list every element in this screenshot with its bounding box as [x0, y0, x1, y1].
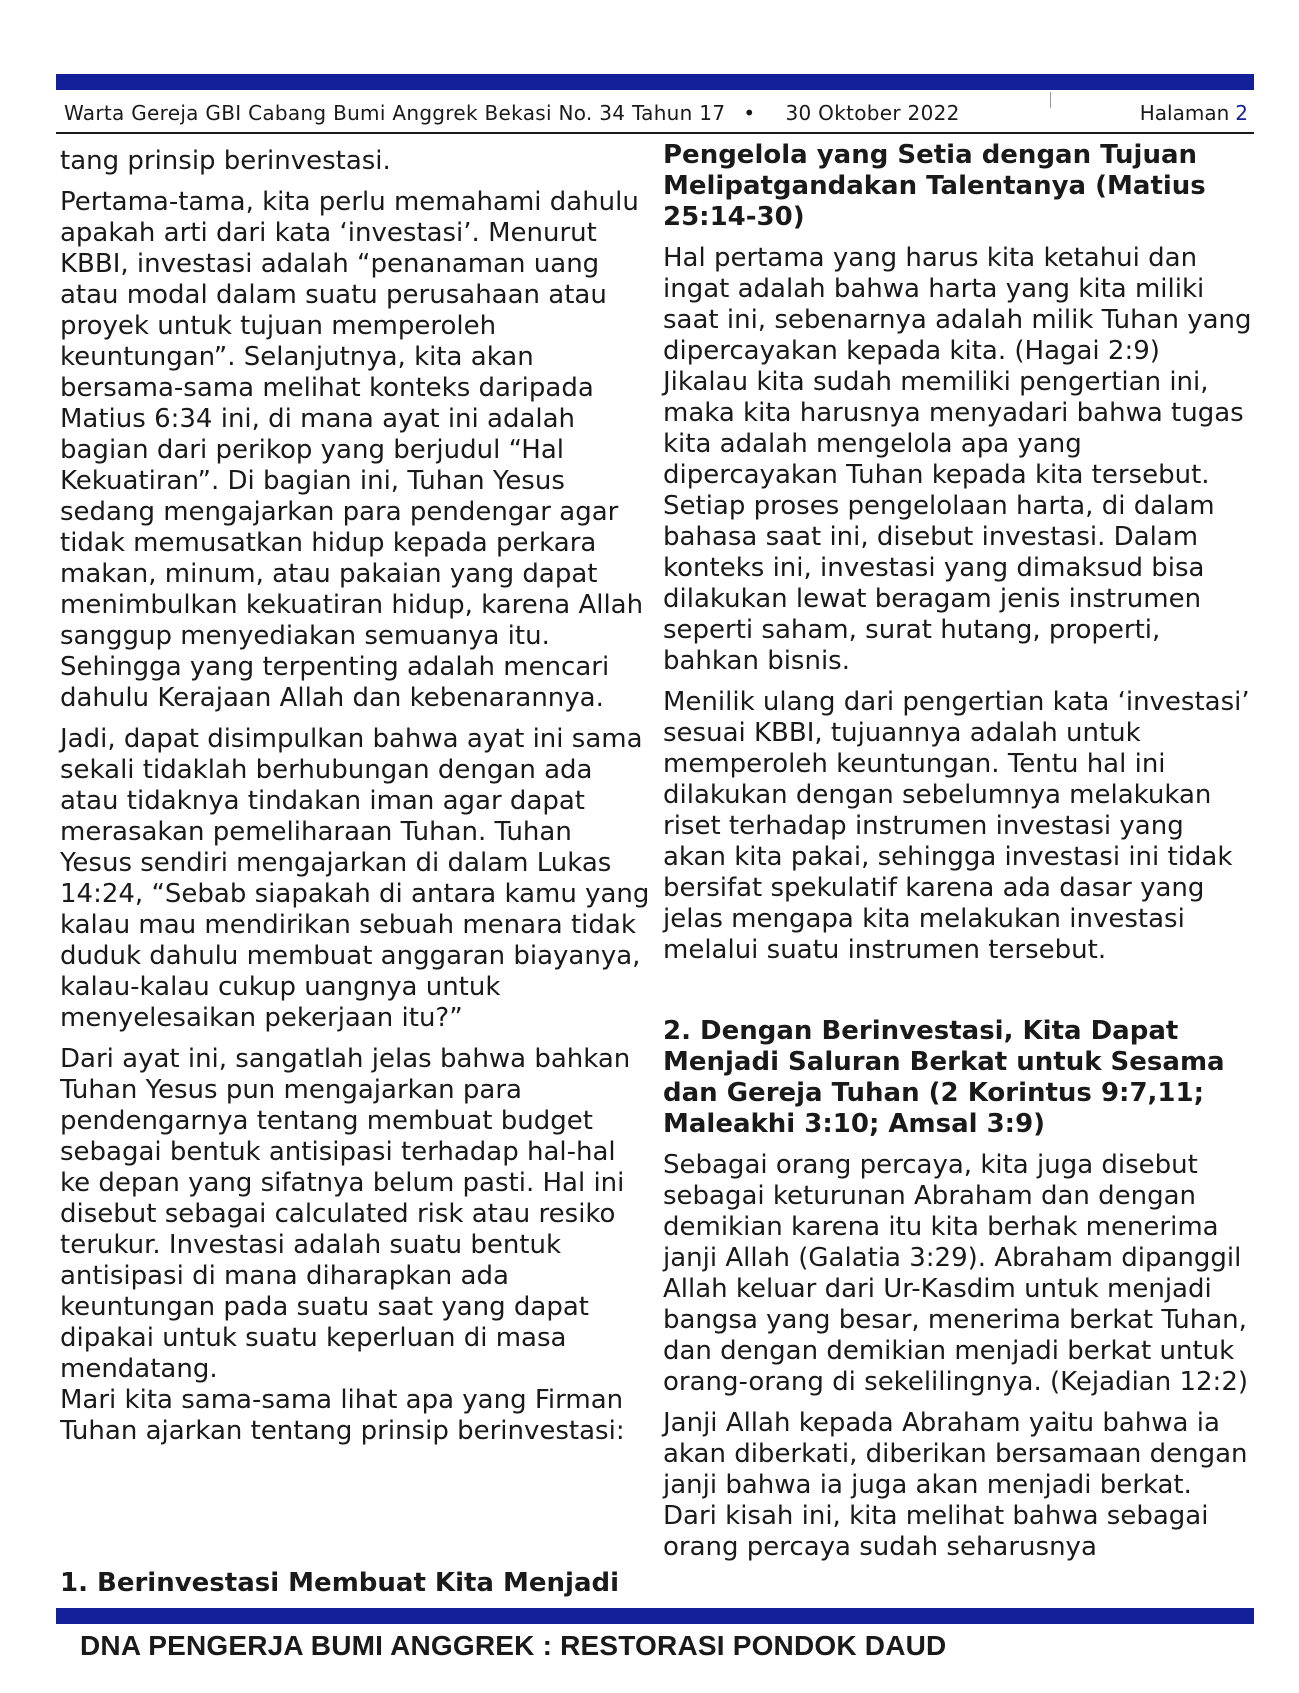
left-paragraph-1: tang prinsip berinvestasi. — [60, 146, 391, 176]
right-paragraph-2: Menilik ulang dari pengertian kata ‘investasi’ sesuai KBBI, tujuannya adalah untuk memperoleh keuntungan. Tentu hal ini dilakukan dengan sebelumnya melakukan riset terhadap instrumen investasi yang akan kita pakai, sehingga investasi ini tidak bersifat spekulatif karena ada dasar yang jelas mengapa kita melakukan investasi melalui suatu instrumen tersebut. — [663, 687, 1250, 965]
right-paragraph-3: Sebagai orang percaya, kita juga disebut sebagai keturunan Abraham dan dengan demikian karena itu kita berhak menerima janji Allah (Galatia 3:29). Abraham dipanggil Allah keluar dari Ur-Kasdim untuk menjadi bangsa yang besar, menerima berkat Tuhan, dan dengan demikian menjadi berkat untuk orang-orang di sekelilingnya. (Kejadian 12:2) — [663, 1150, 1248, 1397]
right-paragraph-4: Janji Allah kepada Abraham yaitu bahwa ia akan diberkati, diberikan bersamaan dengan janji bahwa ia juga akan menjadi berkat. Dari kisah ini, kita melihat bahwa sebagai orang percaya sudah seharusnya — [663, 1408, 1248, 1562]
bulletin-title: Warta Gereja GBI Cabang Bumi Anggrek Bekasi No. 34 Tahun 17 — [64, 101, 726, 125]
left-column — [60, 146, 650, 1457]
section-heading-2: 2. Dengan Berinvestasi, Kita Dapat Menjadi Saluran Berkat untuk Sesama dan Gereja Tuhan (2 Korintus 9:7,11; Maleakhi 3:10; Amsal 3:9) — [663, 1016, 1225, 1139]
top-rule — [56, 74, 1254, 90]
bottom-rule — [56, 1608, 1254, 1624]
left-paragraph-5: Mari kita sama-sama lihat apa yang Firman Tuhan ajarkan tentang prinsip berinvestasi: — [60, 1385, 625, 1446]
header-bullet: • — [743, 101, 756, 125]
left-paragraph-4: Dari ayat ini, sangatlah jelas bahwa bahkan Tuhan Yesus pun mengajarkan para pendengarnya tentang membuat budget sebagai bentuk antisipasi terhadap hal-hal ke depan yang sifatnya belum pasti. Hal ini disebut sebagai calculated risk atau resiko terukur. Investasi adalah suatu bentuk antisipasi di mana diharapkan ada keuntungan pada suatu saat yang dapat dipakai untuk suatu keperluan di masa mendatang. — [60, 1044, 631, 1384]
section-gap — [663, 976, 1253, 1016]
bulletin-date: 30 Oktober 2022 — [785, 101, 960, 125]
footer-slogan: DNA PENGERJA BUMI ANGGREK : RESTORASI PONDOK DAUD — [80, 1630, 947, 1661]
page-header — [56, 98, 1254, 134]
left-paragraph-3: Jadi, dapat disimpulkan bahwa ayat ini sama sekali tidaklah berhubungan dengan ada atau tidaknya tindakan iman agar dapat merasakan pemeliharaan Tuhan. Tuhan Yesus sendiri mengajarkan di dalam Lukas 14:24, “Sebab siapakah di antara kamu yang kalau mau mendirikan sebuah menara tidak duduk dahulu membuat anggaran biayanya, kalau-kalau cukup uangnya untuk menyelesaikan pekerjaan itu?” — [60, 724, 650, 1033]
right-column — [663, 140, 1253, 1573]
right-paragraph-1: Hal pertama yang harus kita ketahui dan ingat adalah bahwa harta yang kita miliki saat ini, sebenarnya adalah milik Tuhan yang dipercayakan kepada kita. (Hagai 2:9) Jikalau kita sudah memiliki pengertian ini, maka kita harusnya menyadari bahwa tugas kita adalah mengelola apa yang dipercayakan Tuhan kepada kita tersebut. Setiap proses pengelolaan harta, di dalam bahasa saat ini, disebut investasi. Dalam konteks ini, investasi yang dimaksud bisa dilakukan lewat beragam jenis instrumen seperti saham, surat hutang, properti, bahkan bisnis. — [663, 243, 1252, 676]
section-heading-1: 1. Berinvestasi Membuat Kita Menjadi — [60, 1568, 620, 1598]
page-indicator — [1140, 101, 1248, 125]
page-number: 2 — [1235, 101, 1248, 125]
section-heading-1-continued: Pengelola yang Setia dengan Tujuan Melipatgandakan Talentanya (Matius 25:14-30) — [663, 140, 1206, 232]
header-divider — [1050, 92, 1051, 108]
header-title-line — [64, 101, 960, 125]
left-paragraph-2: Pertama-tama, kita perlu memahami dahulu apakah arti dari kata ‘investasi’. Menurut KBBI, investasi adalah “penanaman uang atau modal dalam suatu perusahaan atau proyek untuk tujuan memperoleh keuntungan”. Selanjutnya, kita akan bersama-sama melihat konteks daripada Matius 6:34 ini, di mana ayat ini adalah bagian dari perikop yang berjudul “Hal Kekuatiran”. Di bagian ini, Tuhan Yesus sedang mengajarkan para pendengar agar tidak memusatkan hidup kepada perkara makan, minum, atau pakaian yang dapat menimbulkan kekuatiran hidup, karena Allah sanggup menyediakan semuanya itu. Sehingga yang terpenting adalah mencari dahulu Kerajaan Allah dan kebenarannya. — [60, 187, 644, 713]
page-label: Halaman — [1139, 101, 1230, 125]
